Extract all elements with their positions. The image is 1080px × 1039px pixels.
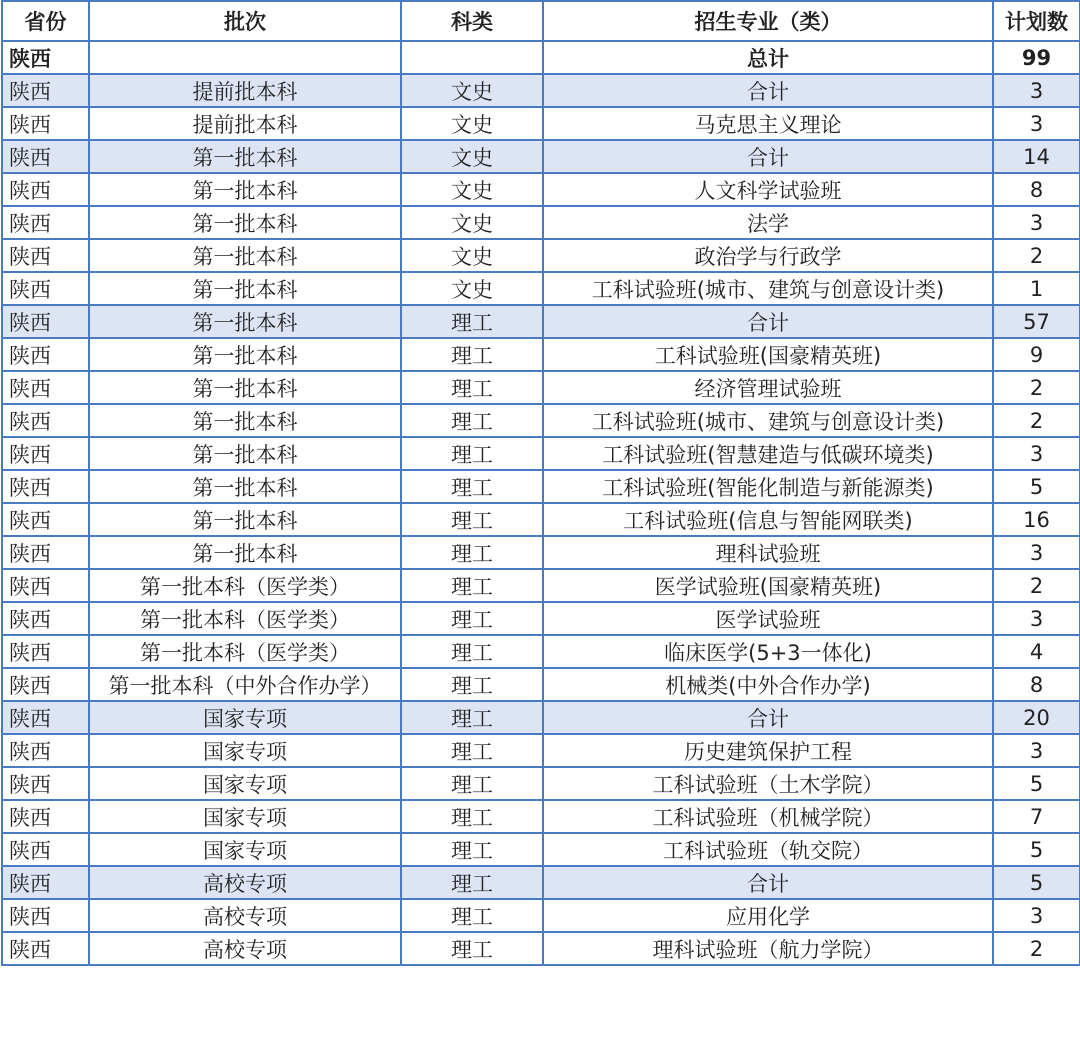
cell-major: 工科试验班(国豪精英班) <box>543 338 993 371</box>
table-row <box>2 833 1080 866</box>
cell-province: 陕西 <box>2 470 89 503</box>
table-row <box>2 437 1080 470</box>
table-row <box>2 371 1080 404</box>
total-row <box>2 41 1080 74</box>
cell-major: 工科试验班(城市、建筑与创意设计类) <box>543 272 993 305</box>
cell-batch: 提前批本科 <box>89 107 401 140</box>
table-row <box>2 569 1080 602</box>
cell-plan-count: 5 <box>993 767 1080 800</box>
cell-category: 文史 <box>401 173 543 206</box>
cell-plan-count: 8 <box>993 668 1080 701</box>
table-row <box>2 536 1080 569</box>
table-row <box>2 602 1080 635</box>
cell-category: 理工 <box>401 767 543 800</box>
cell-plan-count: 2 <box>993 569 1080 602</box>
cell-major: 合计 <box>543 701 993 734</box>
cell-plan-count: 3 <box>993 74 1080 107</box>
cell-plan-count: 2 <box>993 932 1080 965</box>
cell-major: 应用化学 <box>543 899 993 932</box>
cell-plan-count: 5 <box>993 866 1080 899</box>
cell-category: 理工 <box>401 866 543 899</box>
table-row <box>2 899 1080 932</box>
table-row <box>2 107 1080 140</box>
cell-category: 理工 <box>401 569 543 602</box>
cell-category: 理工 <box>401 536 543 569</box>
cell-province: 陕西 <box>2 437 89 470</box>
cell-category: 理工 <box>401 470 543 503</box>
cell-major: 工科试验班(信息与智能网联类) <box>543 503 993 536</box>
cell-category: 文史 <box>401 272 543 305</box>
cell-province: 陕西 <box>2 800 89 833</box>
cell-plan-count: 14 <box>993 140 1080 173</box>
cell-batch: 第一批本科 <box>89 173 401 206</box>
table-row <box>2 932 1080 965</box>
cell-plan-count: 3 <box>993 602 1080 635</box>
cell-province: 陕西 <box>2 668 89 701</box>
cell-batch: 第一批本科（医学类） <box>89 602 401 635</box>
cell-plan-count: 5 <box>993 470 1080 503</box>
cell-batch: 第一批本科 <box>89 536 401 569</box>
cell-major: 工科试验班（土木学院） <box>543 767 993 800</box>
cell-province: 陕西 <box>2 833 89 866</box>
cell-major: 工科试验班（机械学院） <box>543 800 993 833</box>
cell-plan-count: 1 <box>993 272 1080 305</box>
cell-category: 理工 <box>401 404 543 437</box>
cell-batch: 第一批本科 <box>89 140 401 173</box>
subtotal-row <box>2 866 1080 899</box>
cell-plan-count: 3 <box>993 899 1080 932</box>
cell-category: 理工 <box>401 305 543 338</box>
cell-plan-count: 57 <box>993 305 1080 338</box>
cell-batch: 第一批本科 <box>89 272 401 305</box>
cell-major: 合计 <box>543 74 993 107</box>
cell-batch: 第一批本科（医学类） <box>89 635 401 668</box>
cell-batch <box>89 41 401 74</box>
cell-category: 文史 <box>401 206 543 239</box>
cell-major: 工科试验班(智能化制造与新能源类) <box>543 470 993 503</box>
table-row <box>2 239 1080 272</box>
cell-major: 工科试验班(智慧建造与低碳环境类) <box>543 437 993 470</box>
cell-province: 陕西 <box>2 206 89 239</box>
subtotal-row <box>2 140 1080 173</box>
cell-batch: 国家专项 <box>89 734 401 767</box>
cell-province: 陕西 <box>2 173 89 206</box>
cell-category: 理工 <box>401 503 543 536</box>
cell-province: 陕西 <box>2 404 89 437</box>
cell-province: 陕西 <box>2 503 89 536</box>
cell-plan-count: 20 <box>993 701 1080 734</box>
cell-batch: 第一批本科 <box>89 206 401 239</box>
cell-category: 理工 <box>401 602 543 635</box>
cell-province: 陕西 <box>2 602 89 635</box>
cell-major: 医学试验班(国豪精英班) <box>543 569 993 602</box>
cell-plan-count: 99 <box>993 41 1080 74</box>
table-row <box>2 734 1080 767</box>
cell-major: 医学试验班 <box>543 602 993 635</box>
cell-province: 陕西 <box>2 767 89 800</box>
cell-batch: 第一批本科 <box>89 404 401 437</box>
cell-category: 理工 <box>401 833 543 866</box>
cell-major: 合计 <box>543 140 993 173</box>
cell-category: 文史 <box>401 140 543 173</box>
cell-major: 政治学与行政学 <box>543 239 993 272</box>
cell-batch: 提前批本科 <box>89 74 401 107</box>
cell-plan-count: 7 <box>993 800 1080 833</box>
cell-category: 理工 <box>401 701 543 734</box>
cell-batch: 第一批本科 <box>89 503 401 536</box>
table-row <box>2 173 1080 206</box>
cell-batch: 高校专项 <box>89 932 401 965</box>
cell-plan-count: 2 <box>993 371 1080 404</box>
cell-category: 理工 <box>401 338 543 371</box>
cell-major: 工科试验班(城市、建筑与创意设计类) <box>543 404 993 437</box>
cell-category: 理工 <box>401 635 543 668</box>
cell-category: 理工 <box>401 668 543 701</box>
cell-major: 马克思主义理论 <box>543 107 993 140</box>
cell-province: 陕西 <box>2 140 89 173</box>
cell-category: 文史 <box>401 107 543 140</box>
cell-major: 经济管理试验班 <box>543 371 993 404</box>
table-row <box>2 668 1080 701</box>
cell-major: 工科试验班（轨交院） <box>543 833 993 866</box>
cell-batch: 第一批本科（中外合作办学） <box>89 668 401 701</box>
cell-plan-count: 3 <box>993 107 1080 140</box>
cell-category: 理工 <box>401 371 543 404</box>
table-row <box>2 272 1080 305</box>
table-row <box>2 470 1080 503</box>
cell-plan-count: 3 <box>993 437 1080 470</box>
cell-category: 文史 <box>401 74 543 107</box>
cell-province: 陕西 <box>2 635 89 668</box>
cell-batch: 国家专项 <box>89 767 401 800</box>
cell-province: 陕西 <box>2 41 89 74</box>
table-row <box>2 800 1080 833</box>
cell-major: 人文科学试验班 <box>543 173 993 206</box>
table-row <box>2 206 1080 239</box>
cell-province: 陕西 <box>2 338 89 371</box>
cell-province: 陕西 <box>2 305 89 338</box>
cell-major: 历史建筑保护工程 <box>543 734 993 767</box>
cell-major: 总计 <box>543 41 993 74</box>
cell-plan-count: 2 <box>993 404 1080 437</box>
cell-batch: 国家专项 <box>89 701 401 734</box>
cell-category <box>401 41 543 74</box>
cell-major: 合计 <box>543 305 993 338</box>
cell-major: 机械类(中外合作办学) <box>543 668 993 701</box>
cell-province: 陕西 <box>2 899 89 932</box>
cell-batch: 第一批本科 <box>89 239 401 272</box>
header-major: 招生专业（类） <box>543 1 993 41</box>
header-batch: 批次 <box>89 1 401 41</box>
table-row <box>2 338 1080 371</box>
cell-batch: 第一批本科 <box>89 371 401 404</box>
cell-province: 陕西 <box>2 371 89 404</box>
cell-plan-count: 2 <box>993 239 1080 272</box>
cell-plan-count: 3 <box>993 734 1080 767</box>
cell-plan-count: 16 <box>993 503 1080 536</box>
subtotal-row <box>2 305 1080 338</box>
cell-category: 理工 <box>401 932 543 965</box>
cell-major: 理科试验班 <box>543 536 993 569</box>
cell-category: 理工 <box>401 800 543 833</box>
cell-province: 陕西 <box>2 107 89 140</box>
header-category: 科类 <box>401 1 543 41</box>
subtotal-row <box>2 701 1080 734</box>
cell-province: 陕西 <box>2 239 89 272</box>
cell-province: 陕西 <box>2 569 89 602</box>
cell-plan-count: 4 <box>993 635 1080 668</box>
cell-major: 法学 <box>543 206 993 239</box>
cell-province: 陕西 <box>2 74 89 107</box>
cell-batch: 第一批本科 <box>89 437 401 470</box>
subtotal-row <box>2 74 1080 107</box>
cell-province: 陕西 <box>2 734 89 767</box>
cell-plan-count: 5 <box>993 833 1080 866</box>
cell-category: 理工 <box>401 899 543 932</box>
cell-plan-count: 8 <box>993 173 1080 206</box>
table-row <box>2 503 1080 536</box>
header-plan-count: 计划数 <box>993 1 1080 41</box>
table-row <box>2 635 1080 668</box>
table-row <box>2 767 1080 800</box>
table-header-row <box>2 1 1080 41</box>
cell-batch: 高校专项 <box>89 866 401 899</box>
table-body <box>2 41 1080 965</box>
cell-province: 陕西 <box>2 932 89 965</box>
cell-category: 理工 <box>401 437 543 470</box>
enrollment-plan-table <box>1 0 1080 966</box>
cell-major: 理科试验班（航力学院） <box>543 932 993 965</box>
cell-province: 陕西 <box>2 272 89 305</box>
cell-plan-count: 3 <box>993 536 1080 569</box>
cell-province: 陕西 <box>2 701 89 734</box>
cell-major: 合计 <box>543 866 993 899</box>
cell-batch: 国家专项 <box>89 833 401 866</box>
table-row <box>2 404 1080 437</box>
cell-batch: 第一批本科 <box>89 470 401 503</box>
cell-plan-count: 3 <box>993 206 1080 239</box>
cell-batch: 第一批本科 <box>89 305 401 338</box>
cell-province: 陕西 <box>2 536 89 569</box>
cell-batch: 第一批本科（医学类） <box>89 569 401 602</box>
cell-province: 陕西 <box>2 866 89 899</box>
cell-plan-count: 9 <box>993 338 1080 371</box>
cell-category: 文史 <box>401 239 543 272</box>
cell-batch: 第一批本科 <box>89 338 401 371</box>
cell-category: 理工 <box>401 734 543 767</box>
header-province: 省份 <box>2 1 89 41</box>
cell-batch: 国家专项 <box>89 800 401 833</box>
cell-major: 临床医学(5+3一体化) <box>543 635 993 668</box>
cell-batch: 高校专项 <box>89 899 401 932</box>
